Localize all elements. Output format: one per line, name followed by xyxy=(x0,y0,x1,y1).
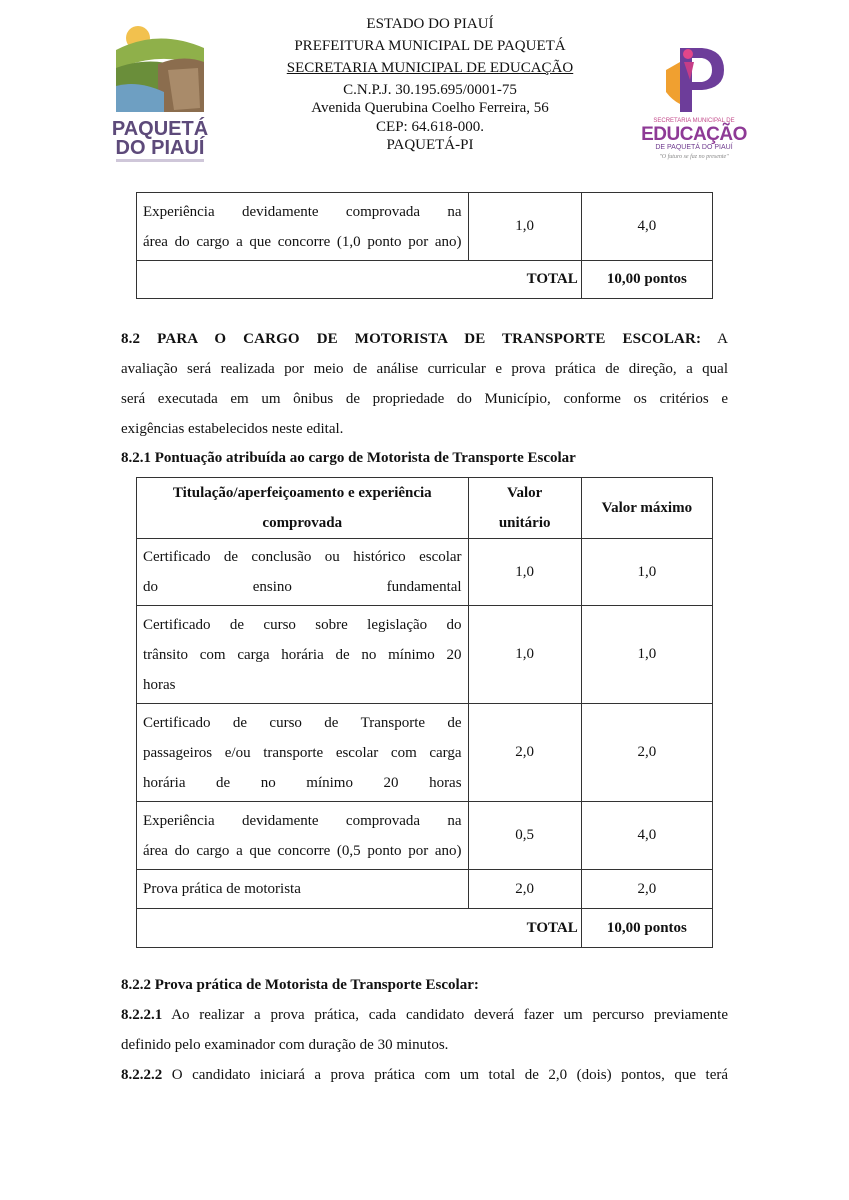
table-cell-unit-value: 0,5 xyxy=(468,802,581,870)
table-cell-max-value: 2,0 xyxy=(581,704,712,802)
table-row xyxy=(137,870,713,909)
logo-text-do-piaui: DO PIAUÍ xyxy=(115,137,205,159)
table-total-row xyxy=(137,909,713,948)
header-address: Avenida Querubina Coelho Ferreira, 56 xyxy=(311,100,549,116)
table-cell-unit-value: 1,0 xyxy=(468,539,581,606)
table-row xyxy=(137,704,713,802)
table-cell-description xyxy=(137,802,469,870)
header-line: unitário xyxy=(498,515,551,531)
cell-line: horas xyxy=(143,676,176,693)
cell-line: Certificado de curso sobre legislação do xyxy=(143,616,462,633)
paragraph-line: definido pelo examinador com duração de 30 minutos. xyxy=(121,1037,449,1053)
section-8-2-heading: 8.2 PARA O CARGO DE MOTORISTA DE TRANSPORTE ESCOLAR: xyxy=(121,331,702,347)
score-table-previous xyxy=(136,192,713,299)
header-state: ESTADO DO PIAUÍ xyxy=(366,16,494,32)
table-cell-unit-value: 2,0 xyxy=(468,870,581,909)
cell-line: horária de no mínimo 20 horas xyxy=(143,774,462,791)
table-row xyxy=(137,606,713,704)
table-cell-max-value: 1,0 xyxy=(581,539,712,606)
paragraph-line: será executada em um ônibus de propriedade do Município, conforme os critérios e xyxy=(121,391,728,407)
header-line: Titulação/aperfeiçoamento e experiência xyxy=(172,485,432,501)
cell-line: Experiência devidamente comprovada na xyxy=(143,203,462,220)
education-emblem-icon xyxy=(640,40,748,118)
cell-line: trânsito com carga horária de no mínimo 20 xyxy=(143,646,462,663)
cell-line: Experiência devidamente comprovada na xyxy=(143,812,462,829)
section-8-2-2-heading: 8.2.2 Prova prática de Motorista de Transporte Escolar: xyxy=(121,977,479,993)
cell-line: passageiros e/ou transporte escolar com carga xyxy=(143,744,462,761)
item-number: 8.2.2.1 xyxy=(121,1007,163,1023)
table-total-row xyxy=(137,261,713,299)
document-header xyxy=(0,0,849,175)
paragraph-text: Ao realizar a prova prática, cada candidato deverá fazer um percurso previamente xyxy=(171,1007,728,1023)
total-label: TOTAL xyxy=(137,261,582,299)
section-8-2-text-start: A xyxy=(717,331,728,347)
section-8-2-2 xyxy=(121,970,728,1090)
table-cell-description: Prova prática de motorista xyxy=(137,870,469,909)
paragraph-line: exigências estabelecidos neste edital. xyxy=(121,421,344,437)
logo-tagline-bar xyxy=(116,159,204,162)
header-city: PAQUETÁ-PI xyxy=(386,137,474,153)
logo-text-motto: "O futuro se faz no presente" xyxy=(659,154,729,160)
header-unit-value xyxy=(468,478,581,539)
table-row xyxy=(137,193,713,261)
logo-text-paqueta: PAQUETÁ xyxy=(111,118,209,140)
header-line: comprovada xyxy=(262,515,343,531)
cell-line: Certificado de curso de Transporte de xyxy=(143,714,462,731)
logo-text-municipality: DE PAQUETÁ DO PIAUÍ xyxy=(655,144,733,151)
paragraph-line: avaliação será realizada por meio de análise curricular e prova prática de direção, a qual xyxy=(121,361,728,377)
table-row xyxy=(137,539,713,606)
landscape-emblem-icon xyxy=(108,20,212,120)
cell-line: Certificado de conclusão ou histórico escolar xyxy=(143,549,462,565)
logo-text-secretariat: SECRETARIA MUNICIPAL DE xyxy=(653,118,735,124)
logo-text-educacao: EDUCAÇÃO xyxy=(641,124,747,145)
table-row xyxy=(137,802,713,870)
header-line: Valor xyxy=(507,485,543,501)
table-cell-unit-value: 1,0 xyxy=(468,193,581,261)
table-cell-max-value: 2,0 xyxy=(581,870,712,909)
table-header-row xyxy=(137,478,713,539)
paqueta-municipality-logo xyxy=(108,20,212,170)
header-cnpj: C.N.P.J. 30.195.695/0001-75 xyxy=(343,82,517,98)
cell-line: do ensino fundamental xyxy=(143,579,462,595)
cell-line: área do cargo a que concorre (0,5 ponto por ano) xyxy=(143,842,462,859)
header-secretariat: SECRETARIA MUNICIPAL DE EDUCAÇÃO xyxy=(286,60,574,76)
table-cell-description xyxy=(137,193,469,261)
total-value: 10,00 pontos xyxy=(581,261,712,299)
driver-score-table xyxy=(136,477,713,948)
table-cell-description xyxy=(137,606,469,704)
table-cell-max-value: 1,0 xyxy=(581,606,712,704)
table-cell-description xyxy=(137,539,469,606)
header-cep: CEP: 64.618-000. xyxy=(376,119,484,135)
section-8-2-paragraph xyxy=(121,324,728,444)
item-number: 8.2.2.2 xyxy=(121,1067,163,1083)
header-max-value: Valor máximo xyxy=(581,478,712,539)
header-prefecture: PREFEITURA MUNICIPAL DE PAQUETÁ xyxy=(294,38,566,54)
cell-line: área do cargo a que concorre (1,0 ponto por ano) xyxy=(143,233,462,250)
table-cell-unit-value: 2,0 xyxy=(468,704,581,802)
education-secretariat-logo xyxy=(640,40,748,170)
header-qualification xyxy=(137,478,469,539)
total-label: TOTAL xyxy=(137,909,582,948)
table-cell-max-value: 4,0 xyxy=(581,802,712,870)
table-cell-unit-value: 1,0 xyxy=(468,606,581,704)
table-cell-max-value: 4,0 xyxy=(581,193,712,261)
total-value: 10,00 pontos xyxy=(581,909,712,948)
section-8-2-1-heading: 8.2.1 Pontuação atribuída ao cargo de Motorista de Transporte Escolar xyxy=(121,450,576,466)
paragraph-text: O candidato iniciará a prova prática com um total de 2,0 (dois) pontos, que terá xyxy=(171,1067,729,1083)
table-cell-description xyxy=(137,704,469,802)
